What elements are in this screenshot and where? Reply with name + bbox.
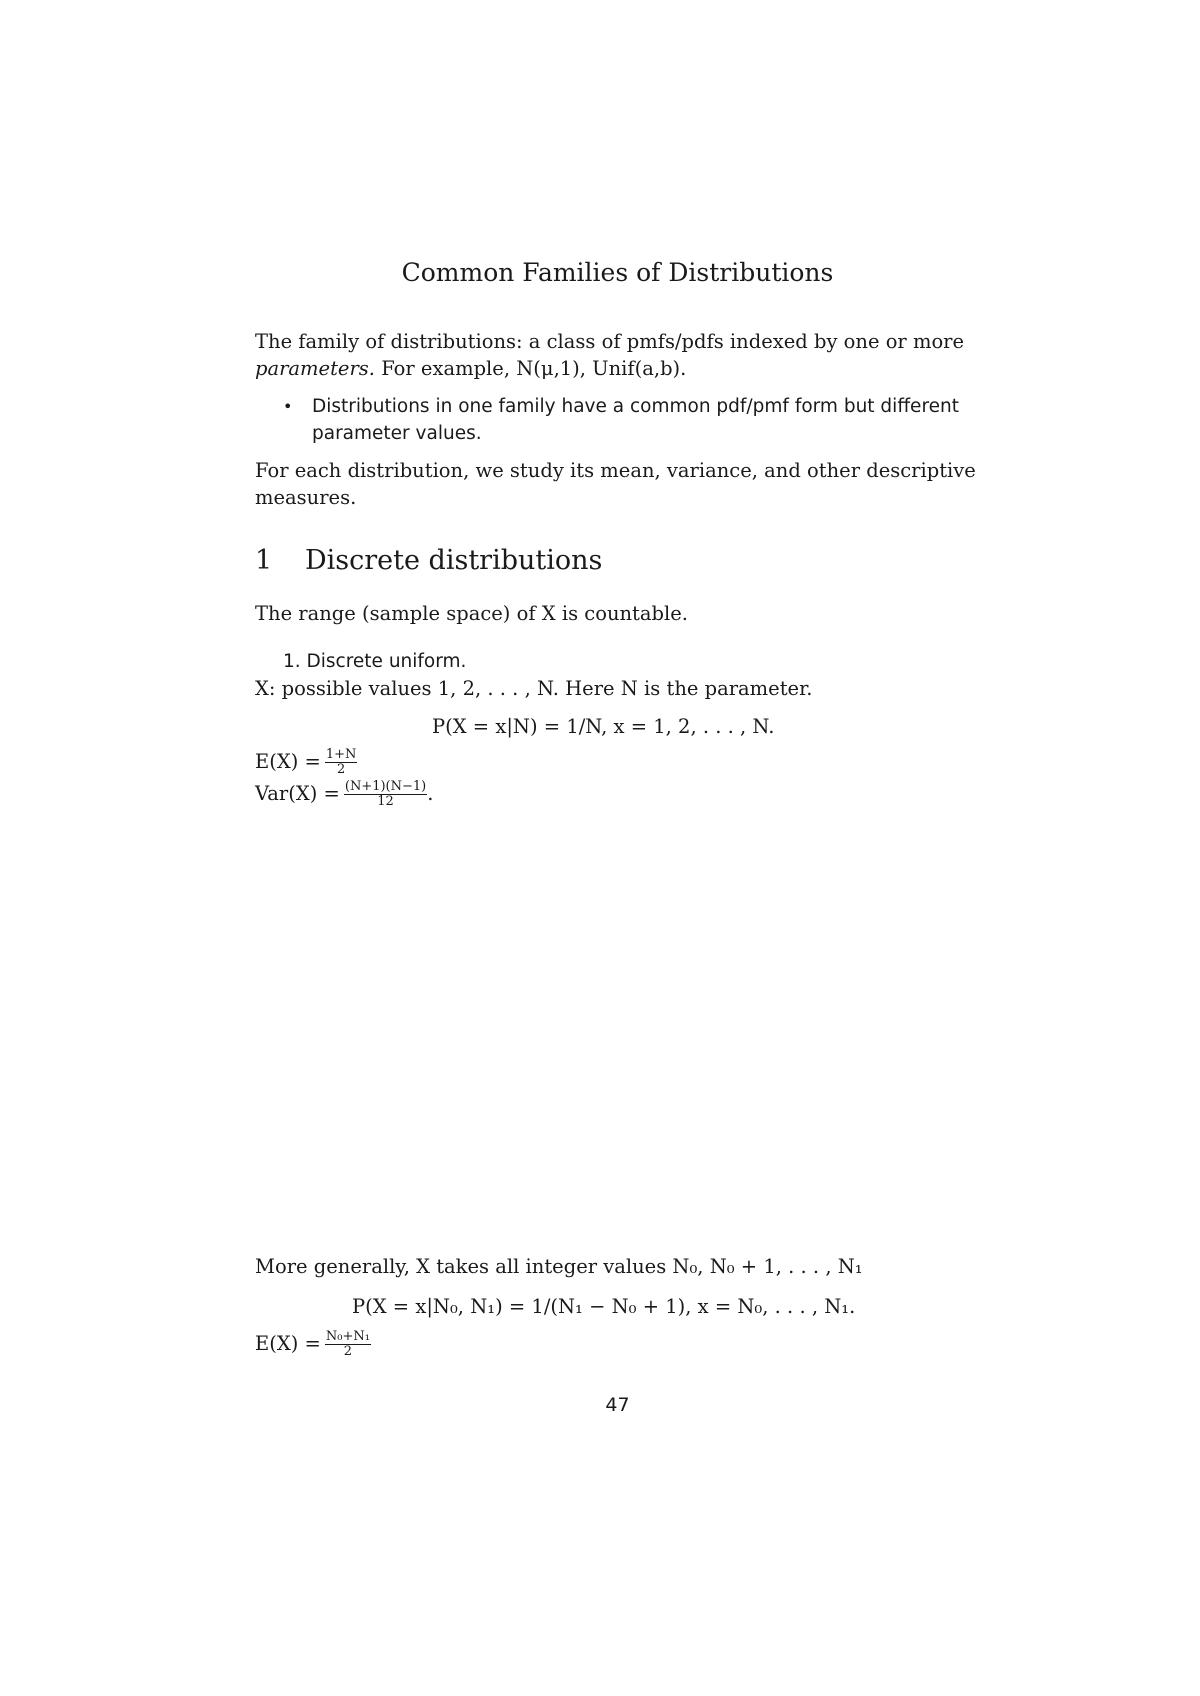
para2-line-2: measures. [255,486,357,509]
intro-line-1: The family of distributions: a class of pmfs/pdfs indexed by one or more [255,330,965,353]
general-mean-lhs: E(X) = [255,1332,321,1355]
variance-denominator: 12 [377,794,394,809]
mean-fraction [325,748,358,777]
page-title: Common Families of Distributions [401,258,834,287]
general-mean-denominator: 2 [343,1344,353,1359]
intro-example: For example, N(μ,1), Unif(a,b). [375,357,687,380]
general-mean-fraction [325,1330,371,1359]
general-mean [255,1330,371,1359]
section-heading [255,545,602,576]
general-pmf-formula: P(X = x|N₀, N₁) = 1/(N₁ − N₀ + 1), x = N₀, . . . , N₁. [352,1295,856,1318]
intro-line-2 [255,355,686,382]
parameters-term: parameters. [255,357,375,380]
item1-description: X: possible values 1, 2, . . . , N. Here N is the parameter. [255,677,813,700]
item1-mean [255,748,357,777]
variance-fraction [344,780,427,809]
item1-variance [255,780,433,809]
bullet-line-1: Distributions in one family have a common pdf/pmf form but different [312,396,960,417]
bullet-line-2: parameter values. [312,423,482,444]
mean-lhs: E(X) = [255,750,321,773]
para2-line-1: For each distribution, we study its mean, variance, and other descriptive [255,459,976,482]
section-number: 1 [255,545,273,576]
bullet-symbol: • [283,397,293,416]
range-text: The range (sample space) of X is countable. [255,602,688,625]
mean-denominator: 2 [337,762,346,777]
item1-label: 1. Discrete uniform. [283,651,467,672]
item1-pmf-formula: P(X = x|N) = 1/N, x = 1, 2, . . . , N. [432,715,775,738]
variance-lhs: Var(X) = [255,782,340,805]
variance-numerator: (N+1)(N−1) [344,779,427,794]
page-number: 47 [605,1394,630,1416]
general-line: More generally, X takes all integer values N₀, N₀ + 1, . . . , N₁ [255,1255,863,1278]
mean-numerator: 1+N [325,747,357,762]
variance-tail: . [427,782,434,805]
general-mean-numerator: N₀+N₁ [325,1329,370,1344]
section-title: Discrete distributions [305,545,603,576]
